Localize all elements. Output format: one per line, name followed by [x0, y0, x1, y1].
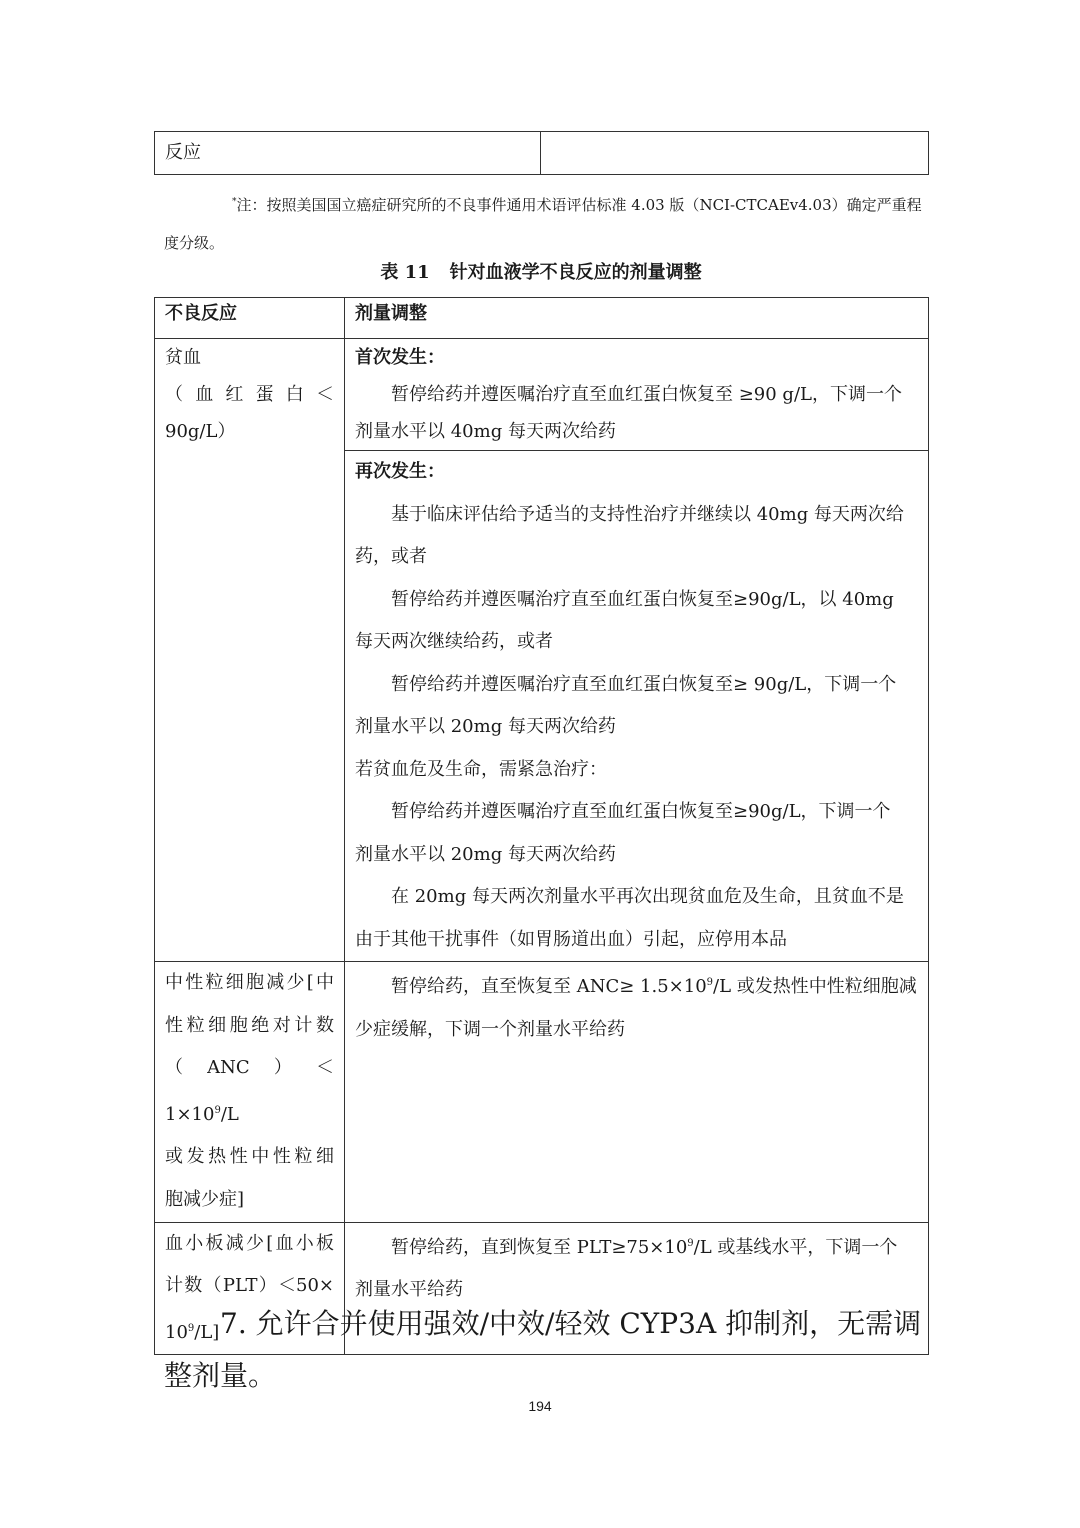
continuation-cell-right [541, 132, 929, 175]
anemia-condition-line-1: （ 血 红 蛋 白 ＜ [165, 384, 334, 405]
life-threatening-heading: 若贫血危及生命，需紧急治疗： [355, 758, 607, 780]
neutropenia-line-3-b: /L [220, 1103, 239, 1125]
anemia-reaction-cell [155, 339, 345, 962]
recur-opt1-line-1: 基于临床评估给予适当的支持性治疗并继续以 40mg 每天两次给 [391, 503, 904, 525]
table-row [155, 962, 929, 1223]
neutropenia-line-3-sup: 9 [214, 1104, 221, 1116]
life2-line-1: 在 20mg 每天两次剂量水平再次出现贫血危及生命，且贫血不是 [391, 886, 904, 907]
table-number: 表 11 [380, 262, 430, 283]
section-7-paragraph [164, 1298, 924, 1402]
recur-opt2-line-2: 每天两次继续给药，或者 [355, 631, 553, 652]
neutropenia-adj-line-2: 少症缓解，下调一个剂量水平给药 [355, 1018, 625, 1040]
thrombocytopenia-adj-line-1-a: 暂停给药，直到恢复至 PLT≥75×10 [391, 1236, 688, 1258]
page-number: 194 [528, 1398, 552, 1414]
table-title [154, 258, 928, 288]
thrombocytopenia-adj-line-1-b: /L 或基线水平，下调一个 [693, 1236, 898, 1258]
footnote [164, 183, 924, 262]
recur-opt3-line-2: 剂量水平以 20mg 每天两次给药 [355, 716, 616, 737]
anemia-condition-line-2: 90g/L） [165, 421, 236, 442]
neutropenia-line-2: 性粒细胞绝对计数 [165, 1014, 334, 1036]
neutropenia-line-1: 中性粒细胞减少[中 [165, 972, 334, 993]
thrombocytopenia-adj-line-1 [355, 1223, 918, 1270]
table-row [155, 339, 929, 451]
recur-opt2-line-1: 暂停给药并遵医嘱治疗直至血红蛋白恢复至≥90g/L，以 40mg [391, 588, 894, 610]
continuation-table [154, 131, 929, 175]
neutropenia-adj-line-1-b: /L 或发热性中性粒细胞减 [713, 976, 917, 997]
thrombocytopenia-line-3-b: /L] [194, 1321, 220, 1343]
neutropenia-line-3-a: （ANC）＜1×10 [165, 1057, 334, 1125]
neutropenia-adj-line-1-sup: 9 [706, 977, 714, 988]
anemia-recur-cell [345, 451, 929, 962]
neutropenia-line-3 [165, 1047, 334, 1136]
table-header-row [155, 298, 929, 339]
life1-line-2: 剂量水平以 20mg 每天两次给药 [355, 843, 616, 865]
section-7-line-2: 整剂量。 [164, 1359, 277, 1392]
neutropenia-adj-line-1 [355, 962, 918, 1009]
footnote-line-2: 度分级。 [164, 234, 225, 252]
neutropenia-adjustment-cell [345, 962, 929, 1223]
continuation-cell-left: 反应 [155, 132, 541, 175]
anemia-first-cell [345, 339, 929, 451]
header-adverse-reaction: 不良反应 [155, 298, 345, 339]
recur-opt3-line-1: 暂停给药并遵医嘱治疗直至血红蛋白恢复至≥ 90g/L，下调一个 [391, 673, 897, 695]
thrombocytopenia-line-3-a: 10 [165, 1321, 188, 1343]
neutropenia-line-5: 胞减少症] [165, 1188, 245, 1210]
table-title-text: 针对血液学不良反应的剂量调整 [449, 262, 702, 283]
thrombocytopenia-line-2: 计数（PLT）＜50× [165, 1275, 334, 1297]
footnote-line-1 [164, 183, 924, 224]
neutropenia-adj-line-1-a: 暂停给药，直至恢复至 ANC≥ 1.5×10 [391, 976, 707, 997]
table-row [155, 132, 929, 175]
thrombocytopenia-line-1: 血小板减少[血小板 [165, 1232, 334, 1254]
thrombocytopenia-adj-line-2: 剂量水平给药 [355, 1279, 463, 1301]
thrombocytopenia-line-3-sup: 9 [187, 1322, 195, 1334]
footnote-marker: * [232, 197, 237, 207]
thrombocytopenia-adj-line-1-sup: 9 [687, 1237, 694, 1249]
recur-opt1-line-2: 药，或者 [355, 546, 427, 567]
anemia-name: 贫血 [165, 347, 201, 368]
neutropenia-line-4: 或发热性中性粒细 [165, 1146, 334, 1168]
footnote-text-1: 注：按照美国国立癌症研究所的不良事件通用术语评估标准 4.03 版（NCI-CTCAEv4.03）确定严重程 [236, 196, 922, 214]
dose-adjustment-table [154, 297, 929, 1355]
life2-line-2: 由于其他干扰事件（如胃肠道出血）引起，应停用本品 [355, 928, 787, 950]
header-dose-adjustment: 剂量调整 [345, 298, 929, 339]
recurrence-heading: 再次发生： [355, 461, 445, 482]
neutropenia-reaction-cell [155, 962, 345, 1223]
section-7-line-1: 7. 允许合并使用强效/中效/轻效 CYP3A 抑制剂，无需调 [220, 1307, 922, 1340]
first-line-2: 剂量水平以 40mg 每天两次给药 [355, 421, 616, 442]
first-line-1: 暂停给药并遵医嘱治疗直至血红蛋白恢复至 ≥90 g/L，下调一个 [391, 384, 902, 405]
first-occurrence-heading: 首次发生： [355, 347, 445, 368]
life1-line-1: 暂停给药并遵医嘱治疗直至血红蛋白恢复至≥90g/L，下调一个 [391, 801, 891, 822]
